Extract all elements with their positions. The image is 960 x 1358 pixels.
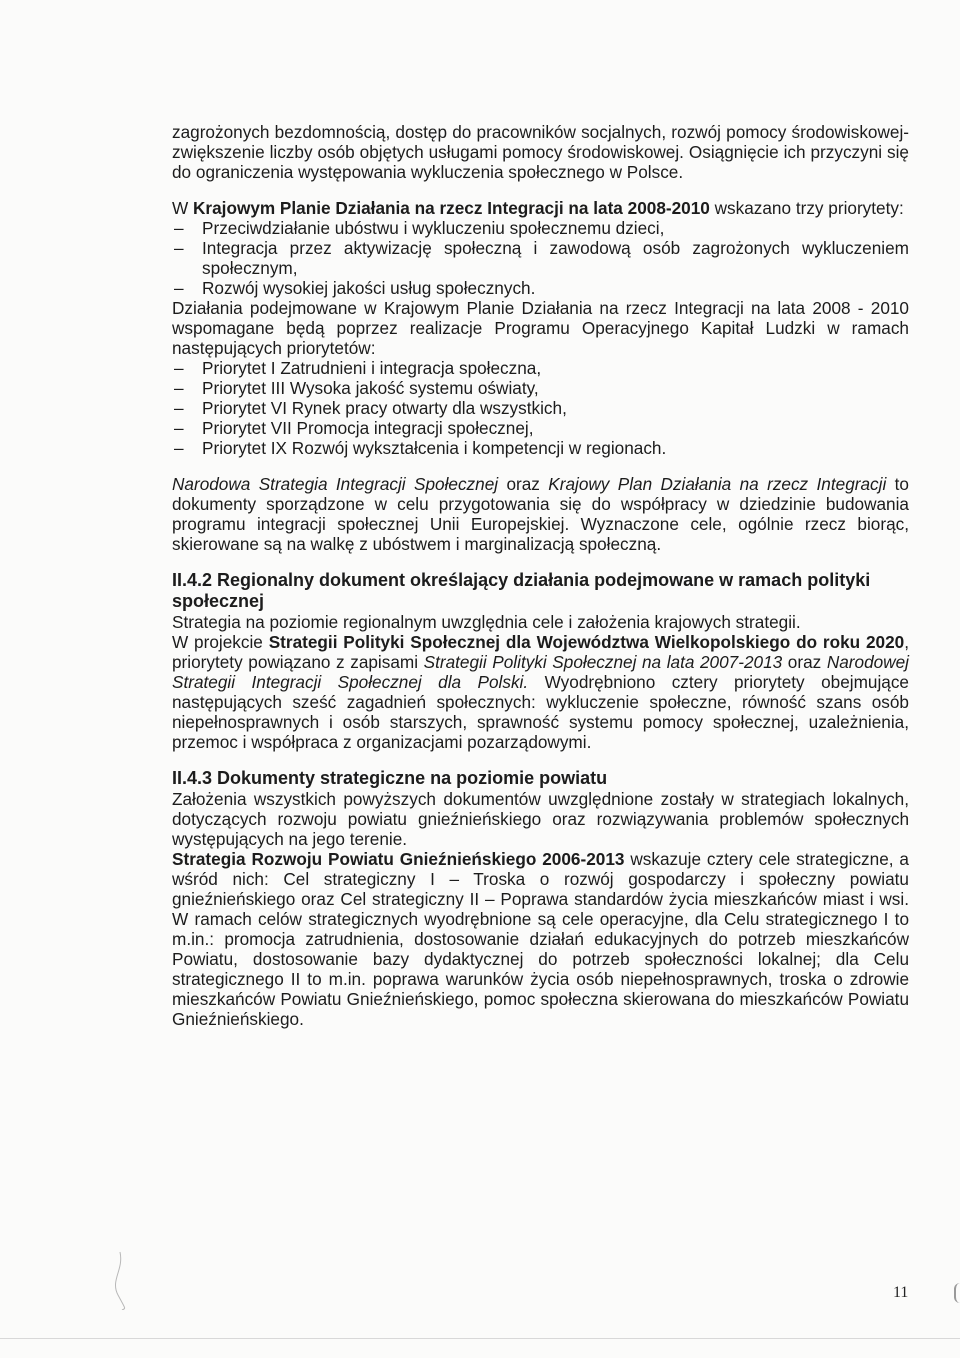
binding-edge-mark [954, 1283, 960, 1303]
pokl-priorities-list [172, 358, 909, 458]
section-heading-2-4-2: II.4.2 Regionalny dokument określający działania podejmowane w ramach polityki społecznej [172, 570, 871, 611]
list-item: – Rozwój wysokiej jakości usług społecznych. [174, 278, 536, 298]
list-item: – Priorytet I Zatrudnieni i integracja społeczna, [174, 358, 542, 378]
scan-divider [0, 1338, 960, 1339]
list-item: – Integracja przez aktywizację społeczną i zawodową osób zagrożonych wykluczeniem społecznym, [174, 238, 909, 278]
krajowy-priorities-list [172, 218, 909, 298]
section-heading-2-4-3: II.4.3 Dokumenty strategiczne na poziomie powiatu [172, 768, 608, 788]
list-item: – Priorytet VII Promocja integracji społecznej, [174, 418, 534, 438]
list-item: – Priorytet IX Rozwój wykształcenia i kompetencji w regionach. [174, 438, 667, 458]
intro-paragraph: zagrożonych bezdomnością, dostęp do pracowników socjalnych, rozwój pomocy środowiskowej- zwiększenie liczby osób objętych usługami pomocy środowiskowej. Osiągnięcie ich przyczyni się do ograniczenia występowania wykluczenia społecznego w Polsce. [172, 122, 909, 182]
krajowy-plan-title: Krajowym Planie Działania na rzecz Integracji na lata 2008-2010 [193, 198, 710, 218]
list-item: – Przeciwdziałanie ubóstwu i wykluczeniu społecznemu dzieci, [174, 218, 665, 238]
section-2-4-3-intro: Założenia wszystkich powyższych dokumentów uwzględnione zostały w strategiach lokalnych, dotyczących rozwoju powiatu gnieźnieńskiego oraz rozwiązywania problemów społecznych występujących na jego terenie. [172, 789, 909, 849]
krajowy-plan-paragraph: W Krajowym Planie Działania na rzecz Integracji na lata 2008-2010 wskazano trzy priorytety: [172, 198, 904, 218]
page-content [172, 122, 909, 1029]
section-2-4-2-intro: Strategia na poziomie regionalnym uwzględnia cele i założenia krajowych strategii. [172, 612, 801, 632]
narodowa-strategia-paragraph: Narodowa Strategia Integracji Społecznej oraz Krajowy Plan Działania na rzecz Integracji to dokumenty sporządzone w celu przygotowania się do współpracy w dziedzinie budowania programu integracji społecznej Unii Europejskiej. Wyznaczone cele, ogólnie rzecz biorąc, skierowane są na walkę z ubóstwem i marginalizacją społeczną. [172, 474, 909, 554]
list-item: – Priorytet III Wysoka jakość systemu oświaty, [174, 378, 539, 398]
list-item: – Priorytet VI Rynek pracy otwarty dla wszystkich, [174, 398, 567, 418]
section-2-4-3-paragraph: Strategia Rozwoju Powiatu Gnieźnieńskiego 2006-2013 wskazuje cztery cele strategiczne, a wśród nich: Cel strategiczny I – Troska o rozwój gospodarczy i społeczny powiatu gnieźnieńskiego oraz Cel strategiczny II – Poprawa standardów życia mieszkańców miast i wsi. W ramach celów strategicznych wyodrębnione są cele operacyjne, dla Celu strategicznego I to m.in.: promocja zatrudnienia, dostosowanie działań edukacyjnych do potrzeb mieszkańców Powiatu, dostosowanie bazy dydaktycznej do potrzeb społeczności lokalnej; dla Celu strategicznego II to m.in. poprawa warunków życia osób niepełnosprawnych, troska o zdrowie mieszkańców Powiatu Gnieźnieńskiego, pomoc społeczna skierowana do mieszkańców Powiatu Gnieźnieńskiego. [172, 849, 909, 1029]
section-2-4-2-paragraph: W projekcie Strategii Polityki Społecznej dla Województwa Wielkopolskiego do roku 2020, priorytety powiązano z zapisami Strategii Polityki Społecznej na lata 2007-2013 oraz Narodowej Strategii Integracji Społecznej dla Polski. Wyodrębniono cztery priorytety obejmujące następujących sześć zagadnień społecznych: wykluczenie społeczne, równość szans osób niepełnosprawnych i osób starszych, sprawność systemu pomocy społecznej, uzależnienia, przemoc i współpraca z organizacjami pozarządowymi. [172, 632, 910, 752]
pen-mark-icon [100, 1250, 140, 1310]
pokl-support-paragraph: Działania podejmowane w Krajowym Planie Działania na rzecz Integracji na lata 2008 - 2010 wspomagane będą poprzez realizacje Programu Operacyjnego Kapitał Ludzki w ramach następujących priorytetów: [172, 298, 909, 358]
page-number: 11 [893, 1284, 909, 1301]
